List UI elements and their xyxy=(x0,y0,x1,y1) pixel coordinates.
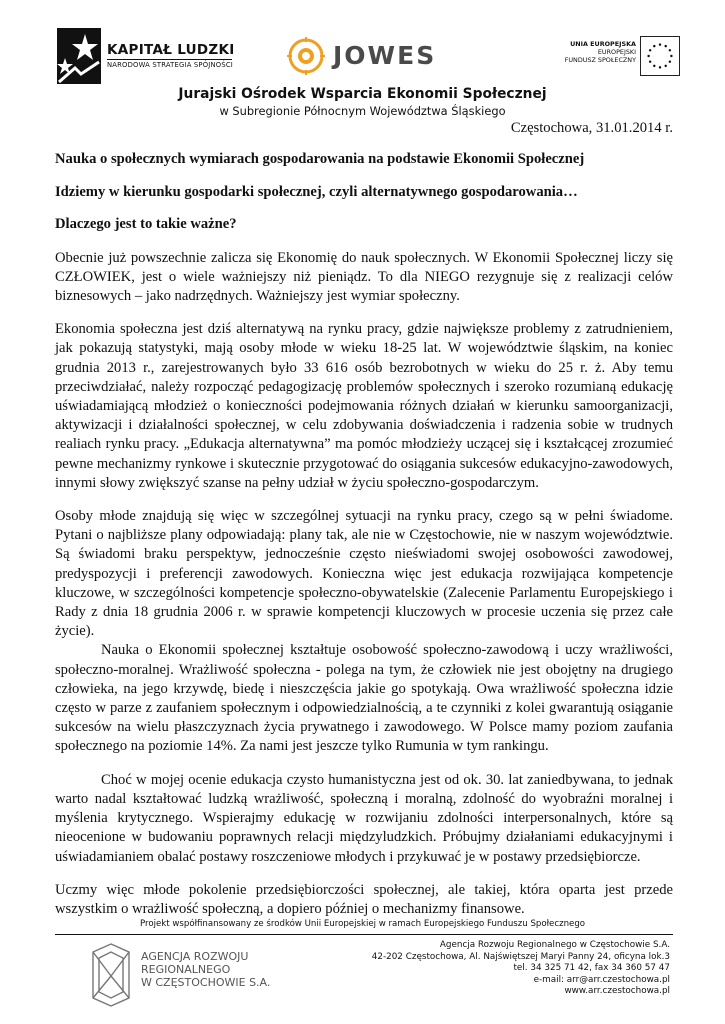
arr-emblem-icon xyxy=(85,942,137,1008)
jowes-wordmark: JOWES xyxy=(333,41,437,70)
contact-website[interactable]: www.arr.czestochowa.pl xyxy=(564,986,670,996)
kapital-ludzki-title: KAPITAŁ LUDZKI xyxy=(107,42,235,58)
arr-logo xyxy=(85,942,275,1012)
contact-email[interactable]: e-mail: arr@arr.czestochowa.pl xyxy=(533,974,670,985)
article-heading-2: Idziemy w kierunku gospodarki społecznej, czyli alternatywnego gospodarowania… xyxy=(55,184,578,201)
footer-divider xyxy=(55,934,673,935)
article-heading-3: Dlaczego jest to takie ważne? xyxy=(55,216,237,233)
contact-phone: tel. 34 325 71 42, fax 34 360 57 47 xyxy=(513,963,670,973)
article-heading-1: Nauka o społecznych wymiarach gospodarowania na podstawie Ekonomii Społecznej xyxy=(55,151,585,167)
arr-name-line3: W CZĘSTOCHOWIE S.A. xyxy=(141,976,271,989)
document-date: Częstochowa, 31.01.2014 r. xyxy=(510,120,673,136)
eu-logo-line1: UNIA EUROPEJSKA xyxy=(570,40,636,48)
project-funding-note: Projekt współfinansowany ze środków Unii Europejskiej w ramach Europejskiego Funduszu Społecznego xyxy=(139,919,586,929)
kapital-ludzki-subtitle: NARODOWA STRATEGIA SPÓJNOŚCI xyxy=(107,61,233,69)
contact-block xyxy=(372,940,670,998)
kapital-ludzki-star-icon xyxy=(55,28,103,84)
arr-name-line2: REGIONALNEGO xyxy=(141,963,231,976)
paragraph-4: Nauka o Ekonomii społecznej kształtuje osobowość społeczno-zawodową i uczy wrażliwości, społeczno-moralnej. Wrażliwość społeczna - polega na tym, że człowiek nie jest obojętny na drugiego człowieka, na jego krzywdę, biedę i nieszczęścia jakie go spotykają. Owa wrażliwość społeczna idzie często w parze z zaufaniem społecznym i odpowiedzialnością, a te czynniki z kolei gwarantują osiąganie sukcesów na wielu płaszczyznach życia prywatnego i zawodowego. W Polsce mamy poziom zaufania społecznego na poziomie 14%. Za nami jest jeszcze tylko Rumunia w tym rankingu. xyxy=(55,642,673,755)
organization-subtitle: w Subregionie Północnym Województwa Śląskiego xyxy=(219,104,506,118)
kapital-ludzki-divider xyxy=(107,59,232,60)
eu-logo-line3: FUNDUSZ SPOŁECZNY xyxy=(564,56,636,64)
eu-logo-line2: EUROPEJSKI xyxy=(597,48,636,56)
paragraph-3: Osoby młode znajdują się więc w szczególnej sytuacji na rynku pracy, czego są w pełni świadome. Pytani o najbliższe plany odpowiadają: plany tak, ale nie w Częstochowie, nie w naszym województwie. Są świadomi braku perspektyw, jednocześnie często nieświadomi swojej osobowości zawodowej, predyspozycji i preferencji zawodowych. Konieczna więc jest edukacja rozwijająca kompetencje kluczowe, w szczególności kompetencje społeczno-obywatelskie (Zalecenie Parlamentu Europejskiego i Rady z dnia 18 grudnia 2006 r. w sprawie kompetencji kluczowych w procesie uczenia się przez całe życie). xyxy=(55,508,673,640)
paragraph-1: Obecnie już powszechnie zalicza się Ekonomię do nauk społecznych. W Ekonomii Społecznej liczy się CZŁOWIEK, jest o wiele ważniejszy niż pieniądz. To dla NIEGO rezygnuje się z realizacji celów biznesowych – jako nadrzędnych. Ważniejszy jest wymiar społeczny. xyxy=(55,249,673,305)
eu-logo-text xyxy=(548,40,636,64)
arr-name xyxy=(141,950,270,989)
jowes-logo xyxy=(287,37,437,77)
paragraph-5: Choć w mojej ocenie edukacja czysto humanistyczna jest od ok. 30. lat zaniedbywana, to jednak warto nadal kształtować ludzką wrażliwość, społeczną i moralną, zdolność do wyobraźni moralnej i myślenia krytycznego. Wspierajmy edukację w rozwijaniu zdolności interpersonalnych, które są nieocenione w budowaniu poprawnych relacji międzyludzkich. Próbujmy działaniami edukacyjnymi i uświadamianiem obalać postawy roszczeniowe młodych i przykuwać je w postawy przedsiębiorcze. xyxy=(55,771,673,865)
article-body xyxy=(55,146,673,919)
eu-flag-icon xyxy=(640,36,680,76)
kapital-ludzki-logo xyxy=(55,28,245,88)
jowes-sun-icon xyxy=(287,37,325,75)
paragraph-6: Uczmy więc młode pokolenie przedsiębiorczości społecznej, ale takiej, która oparta jest przede wszystkim o wrażliwość społeczną, a dopiero później o mechanizmy finansowe. xyxy=(55,881,673,917)
organization-title: Jurajski Ośrodek Wsparcia Ekonomii Społecznej xyxy=(178,86,547,102)
contact-name: Agencja Rozwoju Regionalnego w Częstochowie S.A. xyxy=(439,940,670,950)
arr-name-line1: AGENCJA ROZWOJU xyxy=(141,950,249,963)
paragraph-2: Ekonomia społeczna jest dziś alternatywą na rynku pracy, gdzie największe problemy z zatrudnieniem, jak pokazują statystyki, mają osoby młode w wieku 18-25 lat. W województwie śląskim, na koniec grudnia 2013 r., zarejestrowanych było 33 616 osób bezrobotnych w wieku do 25 r. ż. Aby temu przeciwdziałać, należy rozpocząć pedagogizację problemów społecznych i szeroko rozumianą edukację uświadamiającą młodzież o konieczności podejmowania różnych działań w kierunku samoorganizacji, aktywizacji i działalności społecznej, w celu zdobywania doświadczenia i radzenia sobie w trudnych realiach rynku pracy. „Edukacja alternatywna” ma pomóc młodzieży uczącej się i kształcącej zrozumieć pewne mechanizmy rynkowe i skutecznie przygotować do osiągania sukcesów edukacyjno-zawodowych, innymi słowy zwiększyć szanse na pełny udział w życiu społeczno-gospodarczym. xyxy=(55,321,673,491)
contact-address: 42-202 Częstochowa, Al. Najświętszej Maryi Panny 24, oficyna lok.3 xyxy=(371,951,670,962)
eu-logo xyxy=(548,36,680,80)
